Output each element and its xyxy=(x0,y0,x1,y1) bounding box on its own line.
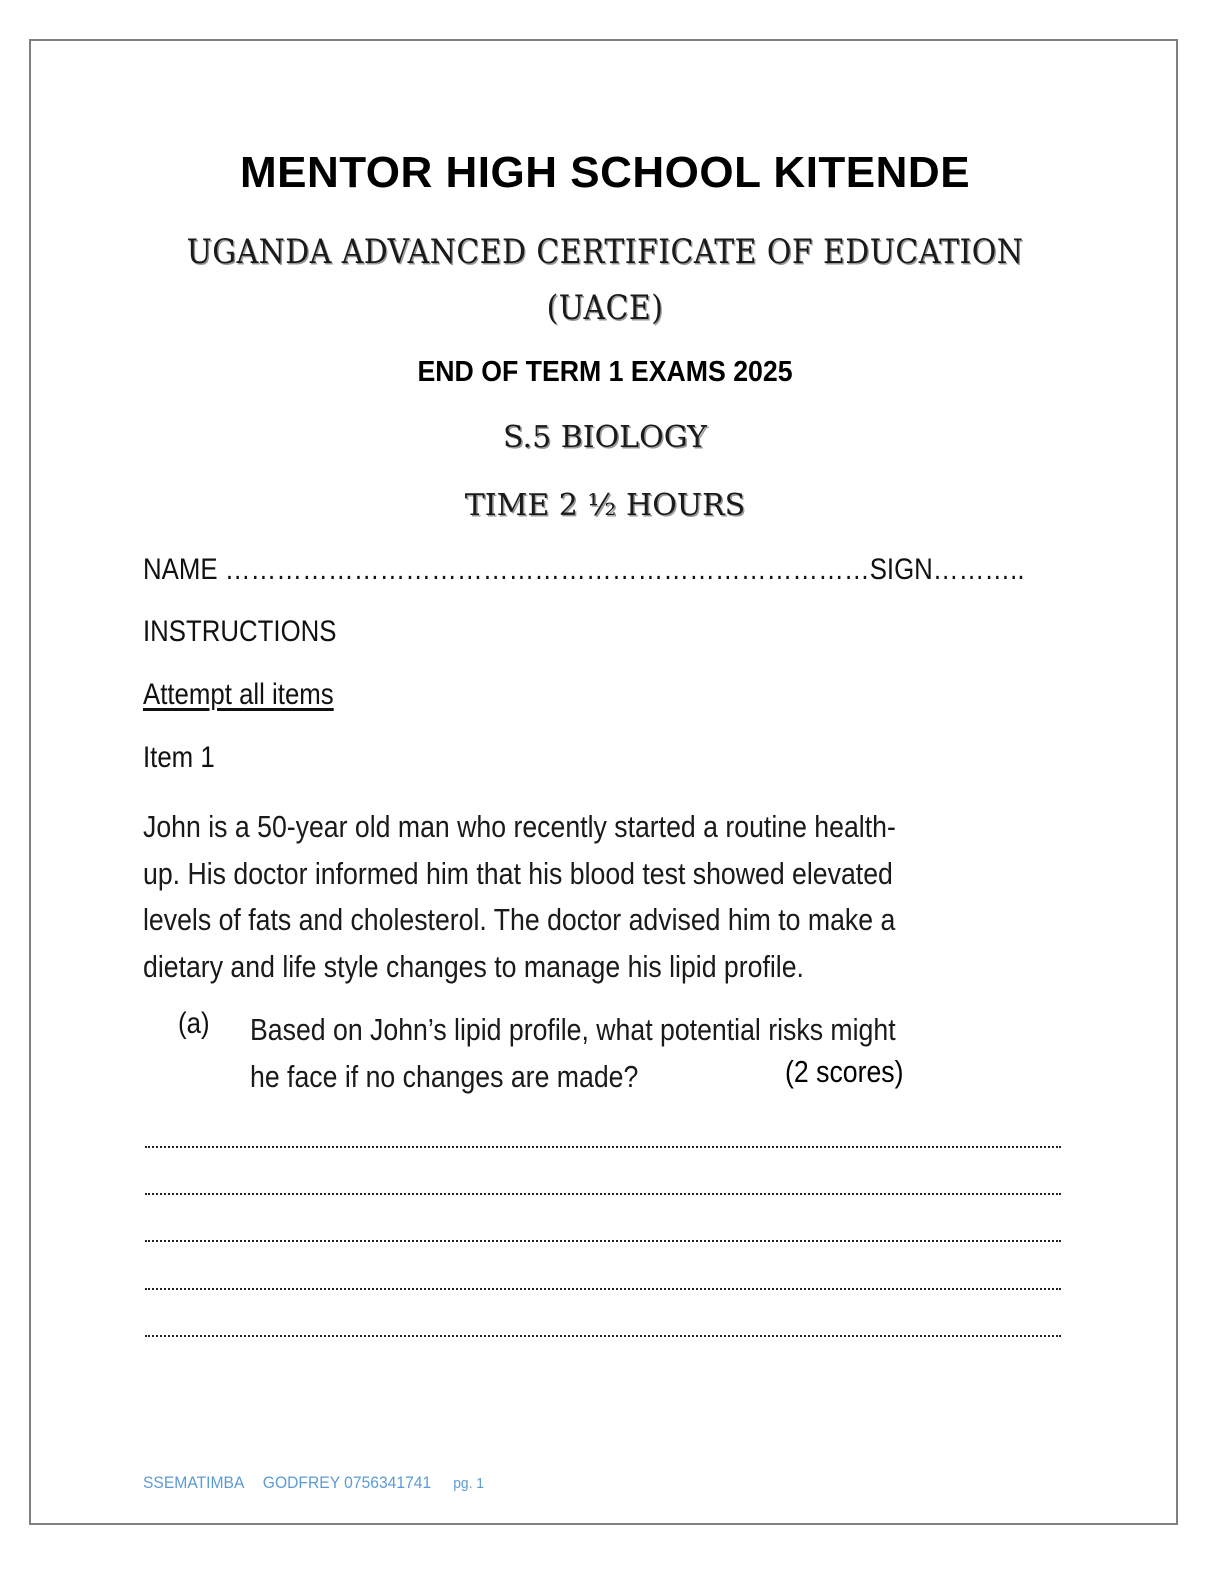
question-label: (a) xyxy=(178,1007,210,1040)
subject-title: S.5 BIOLOGY xyxy=(503,420,707,455)
scenario-line: John is a 50-year old man who recently started a routine health- xyxy=(143,809,896,844)
instructions-heading: INSTRUCTIONS xyxy=(143,615,337,648)
scenario-line: dietary and life style changes to manage his lipid profile. xyxy=(143,948,804,984)
certificate-abbreviation: (UACE) xyxy=(546,288,664,328)
scenario-line: up. His doctor informed him that his blood test showed elevated xyxy=(143,855,893,891)
certificate-title: UGANDA ADVANCED CERTIFICATE OF EDUCATION xyxy=(186,232,1024,272)
question-line: Based on John’s lipid profile, what potential risks might xyxy=(250,1012,896,1047)
exam-title: END OF TERM 1 EXAMS 2025 xyxy=(417,356,793,388)
footer-author-contact: GODFREY 0756341741 xyxy=(262,1473,432,1492)
item-title: Item 1 xyxy=(143,741,215,774)
item-scenario xyxy=(143,804,1072,990)
answer-line[interactable] xyxy=(145,1335,1061,1337)
school-name: MENTOR HIGH SCHOOL KITENDE xyxy=(239,148,971,197)
answer-line[interactable] xyxy=(145,1146,1061,1148)
exam-duration: TIME 2 ½ HOURS xyxy=(464,488,746,523)
question-line: he face if no changes are made? xyxy=(250,1058,639,1094)
answer-line[interactable] xyxy=(145,1193,1061,1195)
name-sign-field[interactable]: NAME …………………………………………………………………SIGN……….. xyxy=(143,553,1025,586)
answer-line[interactable] xyxy=(145,1288,1061,1290)
answer-line[interactable] xyxy=(145,1240,1061,1242)
page-number: pg. 1 xyxy=(453,1475,484,1492)
question-scores: (2 scores) xyxy=(785,1054,904,1089)
footer-author: SSEMATIMBA xyxy=(143,1473,245,1492)
page-footer xyxy=(143,1473,484,1493)
instructions-text: Attempt all items xyxy=(143,678,334,711)
scenario-line: levels of fats and cholesterol. The doctor advised him to make a xyxy=(143,902,896,937)
